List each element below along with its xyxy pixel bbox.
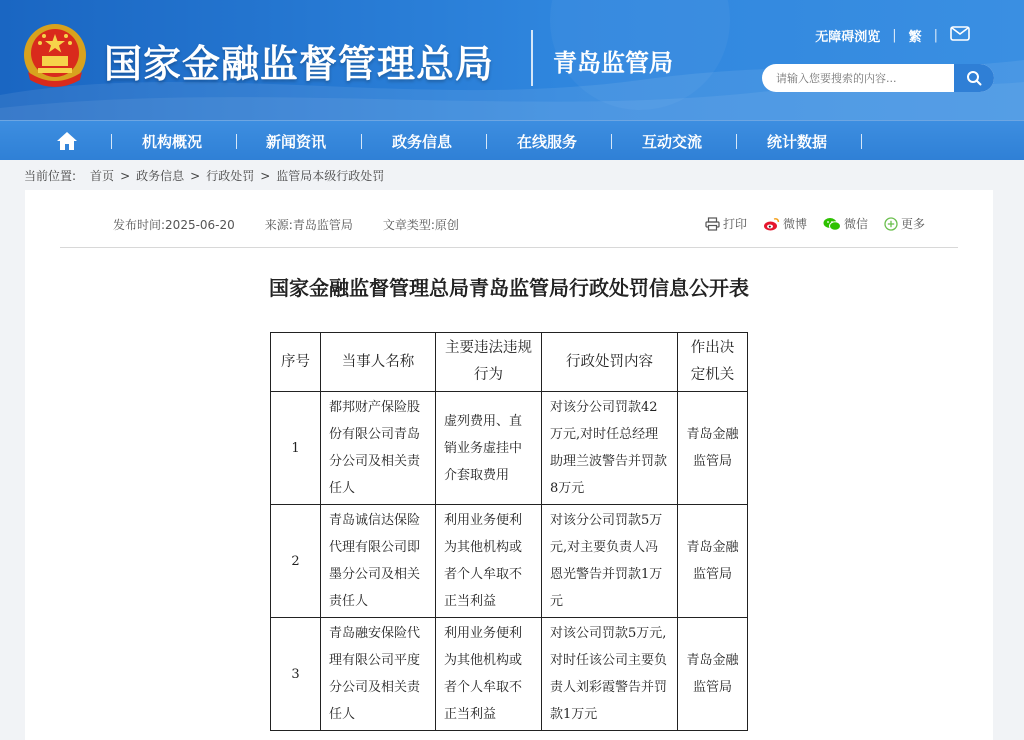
cell-penalty: 对该分公司罚款42万元,对时任总经理助理兰波警告并罚款8万元 bbox=[542, 392, 678, 505]
article-type: 文章类型:原创 bbox=[382, 218, 459, 232]
nav-separator bbox=[736, 134, 737, 149]
table-row bbox=[271, 618, 748, 731]
cell-violation: 利用业务便利为其他机构或者个人牟取不正当利益 bbox=[436, 618, 542, 731]
title-divider bbox=[531, 30, 533, 86]
plus-circle-icon bbox=[884, 217, 898, 231]
header-authority: 作出决定机关 bbox=[678, 333, 748, 392]
nav-item-online-service[interactable]: 在线服务 bbox=[517, 133, 578, 151]
print-label: 打印 bbox=[723, 217, 748, 231]
wechat-icon bbox=[823, 217, 841, 231]
cell-violation: 虚列费用、直销业务虚挂中介套取费用 bbox=[436, 392, 542, 505]
search-input[interactable] bbox=[762, 64, 954, 92]
cell-penalty: 对该公司罚款5万元,对时任该公司主要负责人刘彩霞警告并罚款1万元 bbox=[542, 618, 678, 731]
top-link-separator: | bbox=[933, 28, 938, 43]
breadcrumb-separator: > bbox=[260, 168, 271, 183]
cell-authority: 青岛金融监管局 bbox=[678, 505, 748, 618]
cell-index: 2 bbox=[271, 505, 321, 618]
nav-item-statistics[interactable]: 统计数据 bbox=[767, 133, 828, 151]
article-meta bbox=[113, 216, 459, 233]
more-share-button[interactable] bbox=[884, 215, 925, 232]
header-violation: 主要违法违规行为 bbox=[436, 333, 542, 392]
printer-icon bbox=[705, 217, 720, 231]
cell-authority: 青岛金融监管局 bbox=[678, 392, 748, 505]
cell-party: 青岛融安保险代理有限公司平度分公司及相关责任人 bbox=[321, 618, 436, 731]
article-title: 国家金融监督管理总局青岛监管局行政处罚信息公开表 bbox=[269, 276, 749, 300]
top-links bbox=[815, 26, 938, 45]
cell-party: 都邦财产保险股份有限公司青岛分公司及相关责任人 bbox=[321, 392, 436, 505]
breadcrumb-government-info[interactable]: 政务信息 bbox=[136, 169, 185, 183]
top-link-separator: | bbox=[892, 28, 897, 43]
breadcrumb bbox=[24, 167, 384, 184]
table-row bbox=[271, 392, 748, 505]
more-label: 更多 bbox=[901, 217, 926, 231]
nav-separator bbox=[111, 134, 112, 149]
header-penalty: 行政处罚内容 bbox=[542, 333, 678, 392]
weibo-icon bbox=[763, 217, 780, 231]
cell-party: 青岛诚信达保险代理有限公司即墨分公司及相关责任人 bbox=[321, 505, 436, 618]
article-panel bbox=[25, 190, 993, 740]
nav-separator bbox=[611, 134, 612, 149]
nav-item-news[interactable]: 新闻资讯 bbox=[266, 133, 327, 151]
divider-line bbox=[60, 247, 958, 248]
home-icon[interactable] bbox=[56, 130, 78, 152]
weibo-share-button[interactable] bbox=[763, 215, 807, 232]
share-tools bbox=[705, 215, 925, 232]
breadcrumb-local-penalty[interactable]: 监管局本级行政处罚 bbox=[276, 169, 385, 183]
breadcrumb-separator: > bbox=[190, 168, 201, 183]
traditional-chinese-link[interactable]: 繁 bbox=[908, 30, 922, 45]
nav-item-organization[interactable]: 机构概况 bbox=[142, 133, 203, 151]
main-nav bbox=[0, 120, 1024, 160]
cell-index: 1 bbox=[271, 392, 321, 505]
accessibility-link[interactable]: 无障碍浏览 bbox=[815, 30, 881, 45]
weibo-label: 微博 bbox=[783, 217, 808, 231]
search-box bbox=[762, 64, 994, 92]
nav-separator bbox=[236, 134, 237, 149]
breadcrumb-penalty[interactable]: 行政处罚 bbox=[206, 169, 255, 183]
cell-penalty: 对该分公司罚款5万元,对主要负责人冯恩光警告并罚款1万元 bbox=[542, 505, 678, 618]
table-header-row bbox=[271, 333, 748, 392]
penalty-table bbox=[270, 332, 748, 731]
sub-site-name: 青岛监管局 bbox=[553, 49, 673, 77]
mail-icon[interactable] bbox=[950, 26, 970, 41]
header-index: 序号 bbox=[271, 333, 321, 392]
search-button[interactable] bbox=[954, 64, 994, 92]
site-name: 国家金融监督管理总局 bbox=[104, 42, 495, 86]
cell-authority: 青岛金融监管局 bbox=[678, 618, 748, 731]
site-header bbox=[0, 0, 1024, 120]
nav-separator bbox=[486, 134, 487, 149]
header-party: 当事人名称 bbox=[321, 333, 436, 392]
nav-item-government-info[interactable]: 政务信息 bbox=[392, 133, 453, 151]
cell-violation: 利用业务便利为其他机构或者个人牟取不正当利益 bbox=[436, 505, 542, 618]
search-icon bbox=[966, 70, 982, 86]
breadcrumb-separator: > bbox=[120, 168, 131, 183]
wechat-label: 微信 bbox=[844, 217, 869, 231]
article-source: 来源:青岛监管局 bbox=[264, 218, 353, 232]
cell-index: 3 bbox=[271, 618, 321, 731]
nav-item-interaction[interactable]: 互动交流 bbox=[642, 133, 703, 151]
breadcrumb-prefix: 当前位置: bbox=[24, 169, 77, 183]
publish-time: 发布时间:2025-06-20 bbox=[113, 218, 235, 232]
nav-separator bbox=[361, 134, 362, 149]
national-emblem-icon bbox=[22, 22, 88, 88]
table-row bbox=[271, 505, 748, 618]
print-button[interactable] bbox=[705, 215, 747, 232]
wechat-share-button[interactable] bbox=[823, 215, 868, 232]
nav-separator bbox=[861, 134, 862, 149]
breadcrumb-home[interactable]: 首页 bbox=[90, 169, 115, 183]
